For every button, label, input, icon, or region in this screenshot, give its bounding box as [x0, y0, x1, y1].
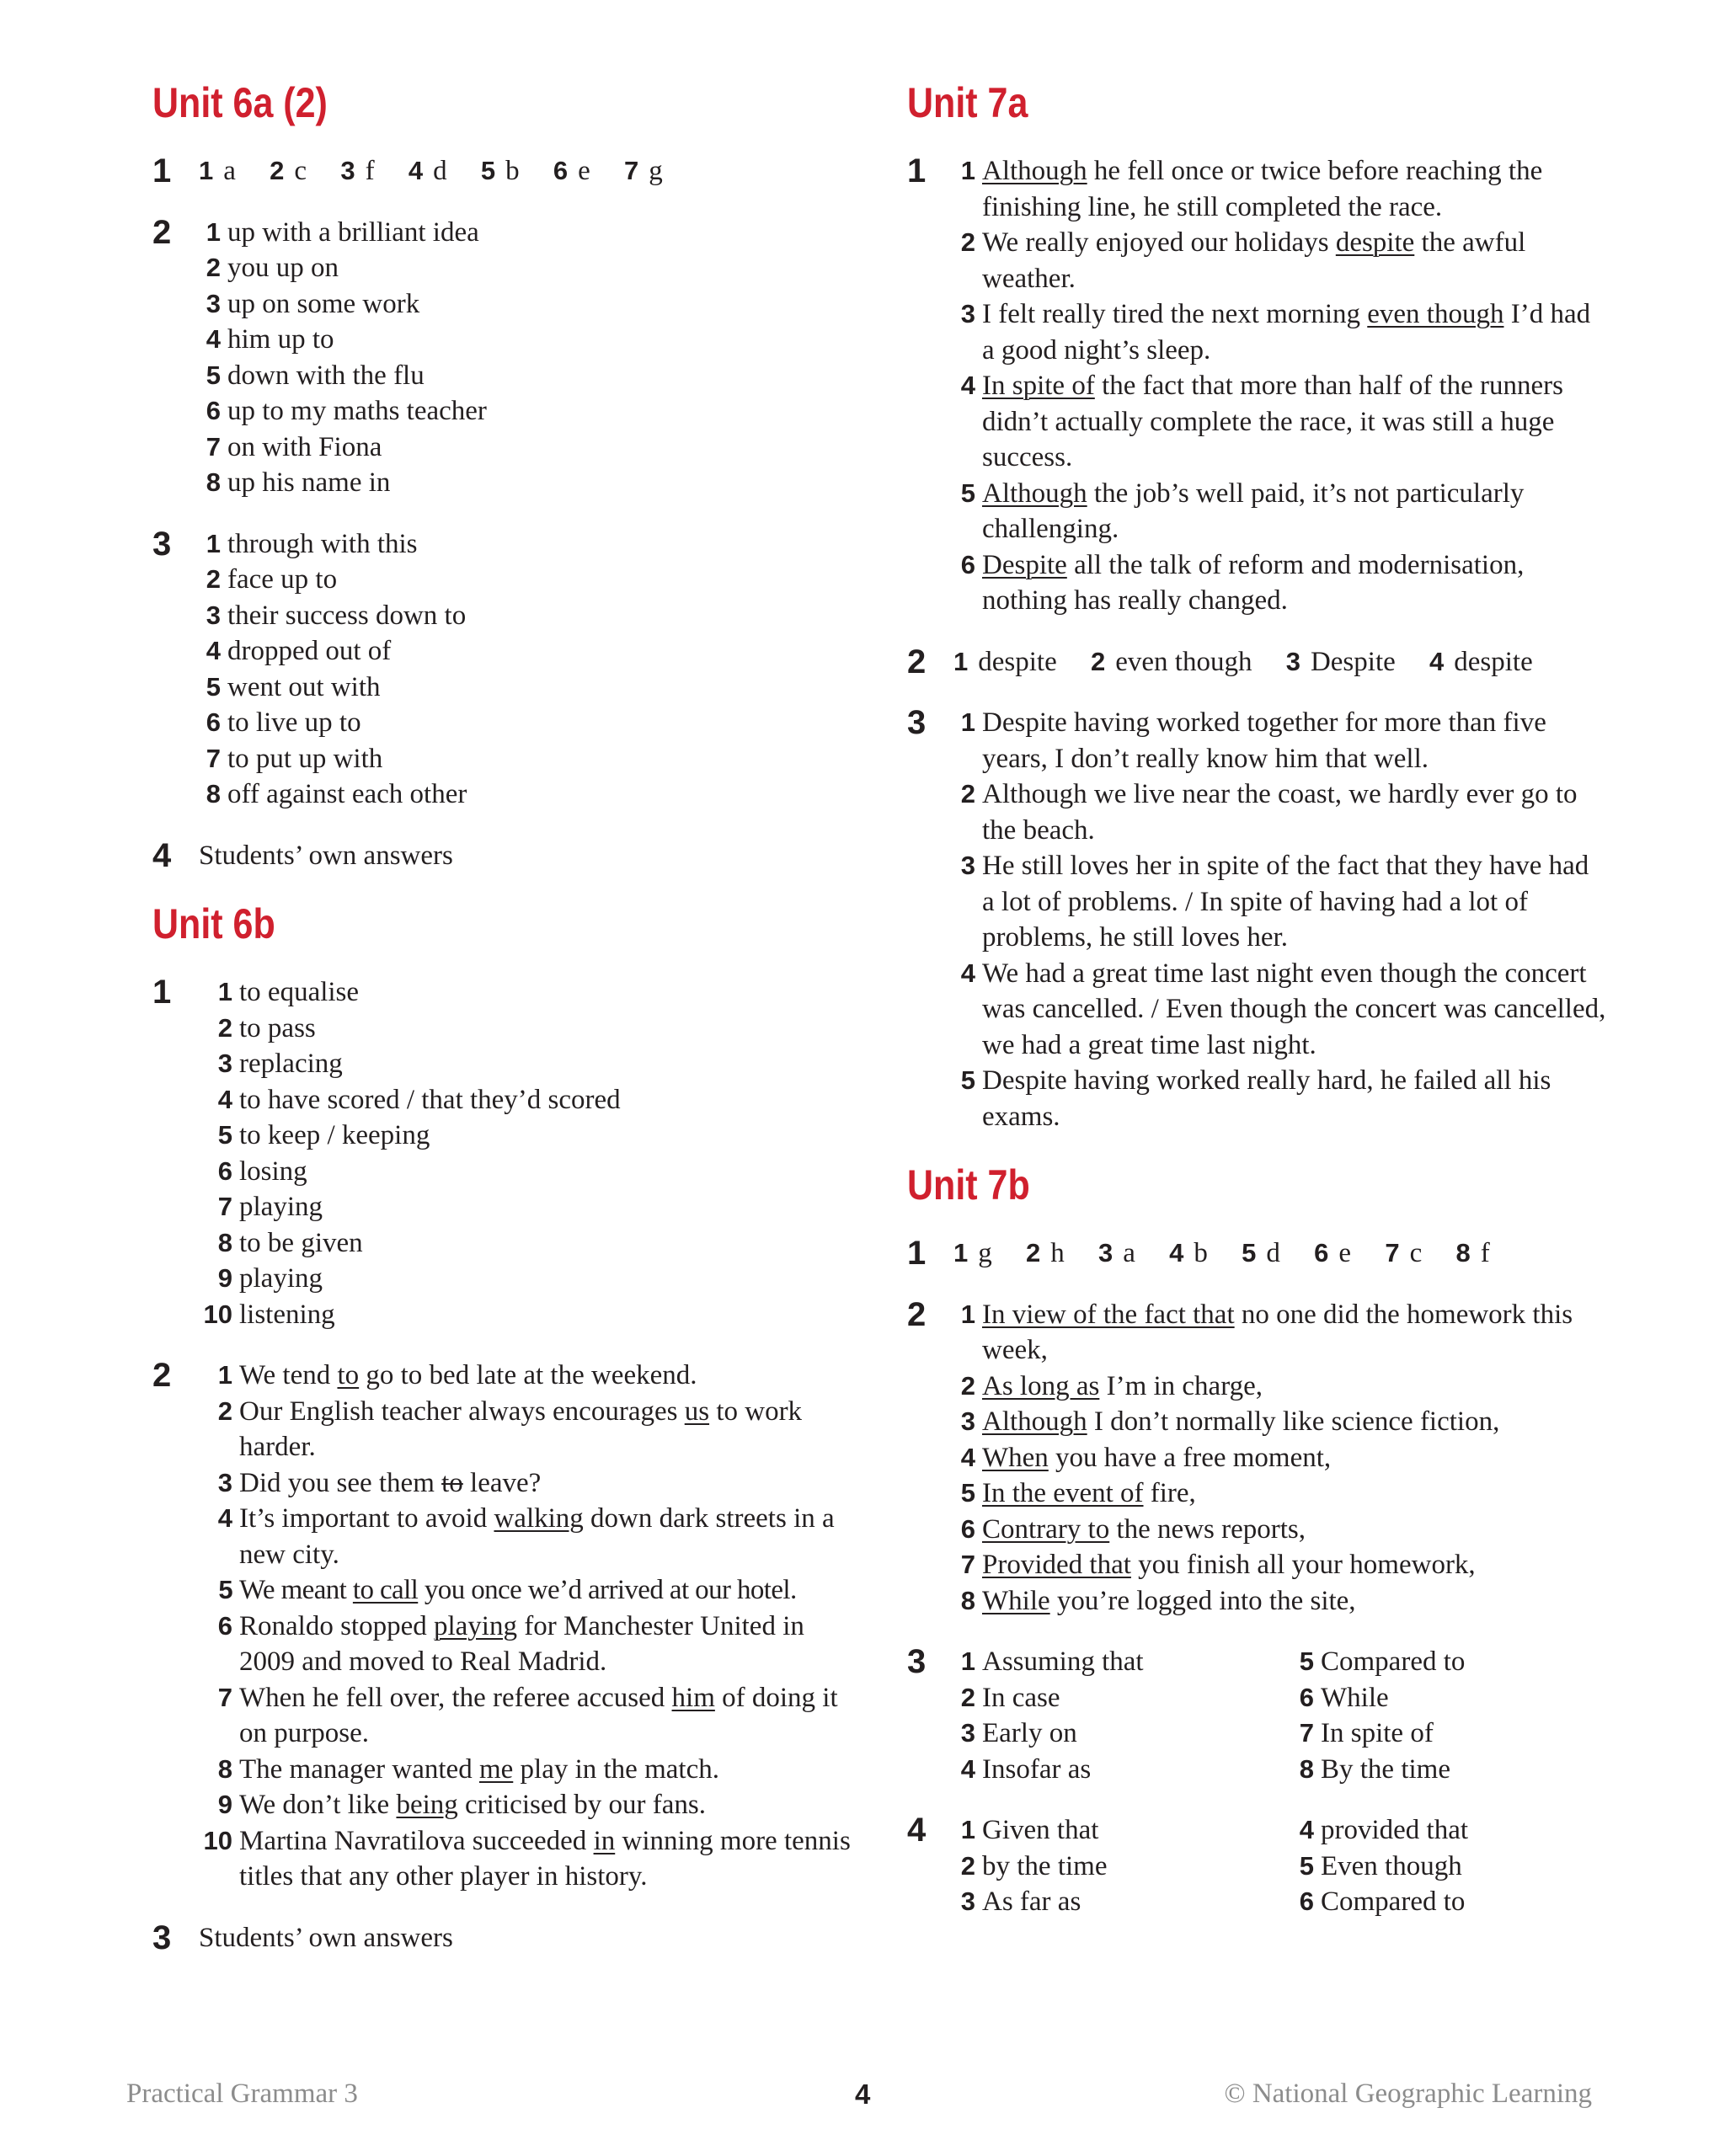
- list-item: 5 to keep / keeping: [217, 1120, 430, 1150]
- list-item: 3 As far as: [960, 1886, 1081, 1917]
- list-item: 10 listening: [203, 1299, 335, 1330]
- list-item: 8 By the time: [1299, 1753, 1450, 1785]
- list-item: 3 their success down to: [206, 600, 467, 631]
- exercise-1: 1 1 Although he fell once or twice before reaching the finishing line, he still completed the race. 2 We really enjoyed our holidays despite the awful weather. 3 I felt really tired the next morning even though I’d had a good night’s sleep. 4 In spite of the fact that more than half of the runners didn’t actually complete the race, it was still a huge success. 5 Although the job’s well paid, it’s not particularly challenging. 6 Despite all the talk of reform and modernisation, nothing has really changed.: [907, 153, 1606, 619]
- list-item: 6 While: [1299, 1682, 1389, 1713]
- list-item: 9 playing: [217, 1263, 323, 1294]
- unit-title: Unit 7b: [907, 1161, 1030, 1209]
- list-item: 4 to have scored / that they’d scored: [217, 1084, 621, 1115]
- list-item: 4 It’s important to avoid walking down dark streets in a new city.: [217, 1503, 835, 1570]
- list-item: 2 We really enjoyed our holidays despite the awful weather.: [960, 227, 1526, 294]
- unit-title: Unit 6a (2): [152, 79, 328, 126]
- page-number: 4: [855, 2079, 871, 2110]
- exercise-1: [152, 153, 852, 189]
- exercise-2: 2 1 We tend to go to bed late at the weekend. 2 Our English teacher always encourages us to work harder. 3 Did you see them to leave? 4 It’s important to avoid walking down dark streets in a new city. 5 We meant to call you once we’d arrived at our hotel. 6 Ronaldo stopped playing for Manchester United in 2009 and moved to Real Madrid. 7 When he fell over, the referee accused him of doing it on purpose. 8 The manager wanted me play in the match. 9 We don’t like being criticised by our fans. 10 Martina Navratilova succeeded in winning more tennis titles that any other player in history.: [152, 1358, 852, 1895]
- inline-answers: 1 despite 2 even though 3 Despite 4 despite: [953, 646, 1533, 677]
- matching-answers: 1 a 2 c 3 f 4 d 5 b 6 e 7 g: [199, 156, 663, 186]
- exercise-number: 1: [152, 152, 172, 189]
- list-item: 3 He still loves her in spite of the fact that they have had a lot of problems. / In spite of having had a lot of problems, he still loves her.: [960, 851, 1589, 953]
- exercise-2: 2 1 In view of the fact that no one did the homework this week, 2 As long as I’m in charge, 3 Although I don’t normally like science fiction, 4 When you have a free moment, 5 In the event of fire, 6 Contrary to the news reports, 7 Provided that you finish all your homework, 8 While you’re logged into the site,: [907, 1297, 1606, 1620]
- list-item: 6 to live up to: [206, 707, 361, 738]
- exercise-4: 4 1 Given that 4 provided that 2 by the time 5 Even though 3 As far as 6 Compared to: [907, 1812, 1606, 1920]
- list-item: 4 him up to: [206, 324, 334, 355]
- exercise-3: 3 1 Despite having worked together for more than five years, I don’t really know him that well. 2 Although we live near the coast, we hardly ever go to the beach. 3 He still loves her in spite of the fact that they have had a lot of problems. / In spite of having had a lot of problems, he still loves her. 4 We had a great time last night even though the concert was cancelled. / Even though the concert was cancelled, we had a great time last night. 5 Despite having worked really hard, he failed all his exams.: [907, 705, 1606, 1134]
- list-item: 1 through with this: [206, 528, 418, 559]
- exercise-1: 1 1 to equalise 2 to pass 3 replacing 4 to have scored / that they’d scored 5 to keep / keeping 6 losing 7 playing 8 to be given 9 playing 10 listening: [152, 974, 852, 1332]
- list-item: 8 The manager wanted me play in the match.: [217, 1753, 719, 1785]
- list-item: 7 playing: [217, 1192, 323, 1222]
- list-item: 2 Our English teacher always encourages us to work harder.: [217, 1396, 803, 1462]
- book-title: Practical Grammar 3: [126, 2079, 358, 2109]
- list-item: 1 We tend to go to bed late at the weekend.: [217, 1360, 697, 1390]
- list-item: 8 While you’re logged into the site,: [960, 1585, 1356, 1616]
- list-item: 3 Did you see them to leave?: [217, 1467, 542, 1498]
- exercise-3: 3 1 Assuming that 5 Compared to 2 In case 6 While 3 Early on 7 In spite of 4 Insofar as 8 By the time: [907, 1644, 1606, 1787]
- list-item: 6 up to my maths teacher: [206, 396, 487, 426]
- list-item: 4 We had a great time last night even though the concert was cancelled. / Even though the concert was cancelled, we had a great time last night.: [960, 958, 1606, 1060]
- list-item: 2 Although we live near the coast, we hardly ever go to the beach.: [960, 779, 1578, 846]
- list-item: 5 down with the flu: [206, 360, 425, 391]
- list-item: 2 you up on: [206, 253, 339, 283]
- list-item: 2 face up to: [206, 564, 338, 595]
- copyright: © National Geographic Learning: [1224, 2079, 1592, 2109]
- list-item: 3 up on some work: [206, 288, 420, 319]
- unit-title: Unit 6b: [152, 900, 275, 947]
- list-item: 6 Contrary to the news reports,: [960, 1513, 1306, 1545]
- list-item: 3 Early on: [960, 1718, 1077, 1748]
- list-item: 3 Although I don’t normally like science fiction,: [960, 1406, 1500, 1437]
- list-item: 7 Provided that you finish all your homework,: [960, 1550, 1476, 1580]
- list-item: 1 Given that: [960, 1815, 1099, 1845]
- matching-answers: 1 g 2 h 3 a 4 b 5 d 6 e 7 c 8 f: [953, 1238, 1490, 1268]
- list-item: 3 I felt really tired the next morning even though I’d had a good night’s sleep.: [960, 299, 1591, 366]
- unit-title: Unit 7a: [907, 79, 1028, 126]
- page-footer: [126, 2079, 1592, 2121]
- exercise-4: 4 Students’ own answers: [152, 836, 453, 874]
- list-item: 2 by the time: [960, 1850, 1108, 1881]
- list-item: 5 We meant to call you once we’d arrived at our hotel.: [218, 1575, 797, 1605]
- list-item: 6 losing: [217, 1155, 307, 1187]
- list-item: 2 to pass: [217, 1012, 316, 1043]
- list-item: 1 Although he fell once or twice before reaching the finishing line, he still completed the race.: [960, 156, 1543, 222]
- list-item: 7 When he fell over, the referee accused him of doing it on purpose.: [217, 1682, 838, 1748]
- list-item: 5 Although the job’s well paid, it’s not particularly challenging.: [960, 478, 1525, 544]
- list-item: 6 Compared to: [1299, 1886, 1466, 1917]
- list-item: 8 to be given: [217, 1227, 363, 1258]
- list-item: 1 Despite having worked together for more than five years, I don’t really know him that well.: [960, 707, 1546, 774]
- list-item: 7 on with Fiona: [206, 431, 382, 462]
- list-item: 5 Despite having worked really hard, he failed all his exams.: [960, 1065, 1551, 1132]
- exercise-3: 3 1 through with this 2 face up to 3 their success down to 4 dropped out of 5 went out with 6 to live up to 7 to put up with 8 off against each other: [152, 526, 852, 813]
- list-item: 2 In case: [960, 1682, 1060, 1713]
- list-item: 8 up his name in: [206, 467, 391, 498]
- exercise-2: 2 1 despite 2 even though 3 Despite 4 despite: [907, 644, 1606, 680]
- list-item: 4 provided that: [1299, 1815, 1469, 1845]
- list-item: 5 In the event of fire,: [960, 1478, 1196, 1508]
- list-item: 5 Compared to: [1299, 1646, 1466, 1677]
- list-item: 8 off against each other: [206, 779, 467, 809]
- list-item: 1 In view of the fact that no one did the homework this week,: [960, 1299, 1573, 1365]
- list-item: 1 to equalise: [217, 977, 360, 1007]
- list-item: 6 Despite all the talk of reform and modernisation, nothing has really changed.: [960, 549, 1525, 616]
- list-item: 10 Martina Navratilova succeeded in winning more tennis titles that any other player in history.: [203, 1825, 851, 1892]
- list-item: 3 replacing: [217, 1049, 343, 1079]
- list-item: 7 In spite of: [1299, 1718, 1434, 1748]
- list-item: 1 up with a brilliant idea: [206, 216, 479, 248]
- list-item: 4 In spite of the fact that more than half of the runners didn’t actually complete the race, it was still a huge success.: [960, 371, 1564, 472]
- list-item: 2 As long as I’m in charge,: [960, 1370, 1263, 1401]
- list-item: 6 Ronaldo stopped playing for Manchester United in 2009 and moved to Real Madrid.: [217, 1610, 804, 1677]
- exercise-1: 1 1 g 2 h 3 a 4 b 5 d 6 e 7 c 8 f: [907, 1235, 1606, 1272]
- list-item: 5 went out with: [206, 671, 381, 702]
- list-item: 4 When you have a free moment,: [960, 1442, 1332, 1473]
- list-item: 4 dropped out of: [206, 636, 392, 666]
- exercise-2: 2 1 up with a brilliant idea 2 you up on 3 up on some work 4 him up to 5 down with the flu 6 up to my maths teacher 7 on with Fiona 8 up his name in: [152, 215, 852, 501]
- list-item: 7 to put up with: [206, 743, 383, 774]
- list-item: 9 We don’t like being criticised by our fans.: [217, 1790, 706, 1820]
- right-column: [907, 77, 1606, 1945]
- list-item: 1 Assuming that: [960, 1646, 1144, 1677]
- list-item: 5 Even though: [1299, 1850, 1462, 1881]
- left-column: [152, 77, 852, 1981]
- list-item: 4 Insofar as: [960, 1753, 1092, 1785]
- exercise-3: 3 Students’ own answers: [152, 1919, 453, 1956]
